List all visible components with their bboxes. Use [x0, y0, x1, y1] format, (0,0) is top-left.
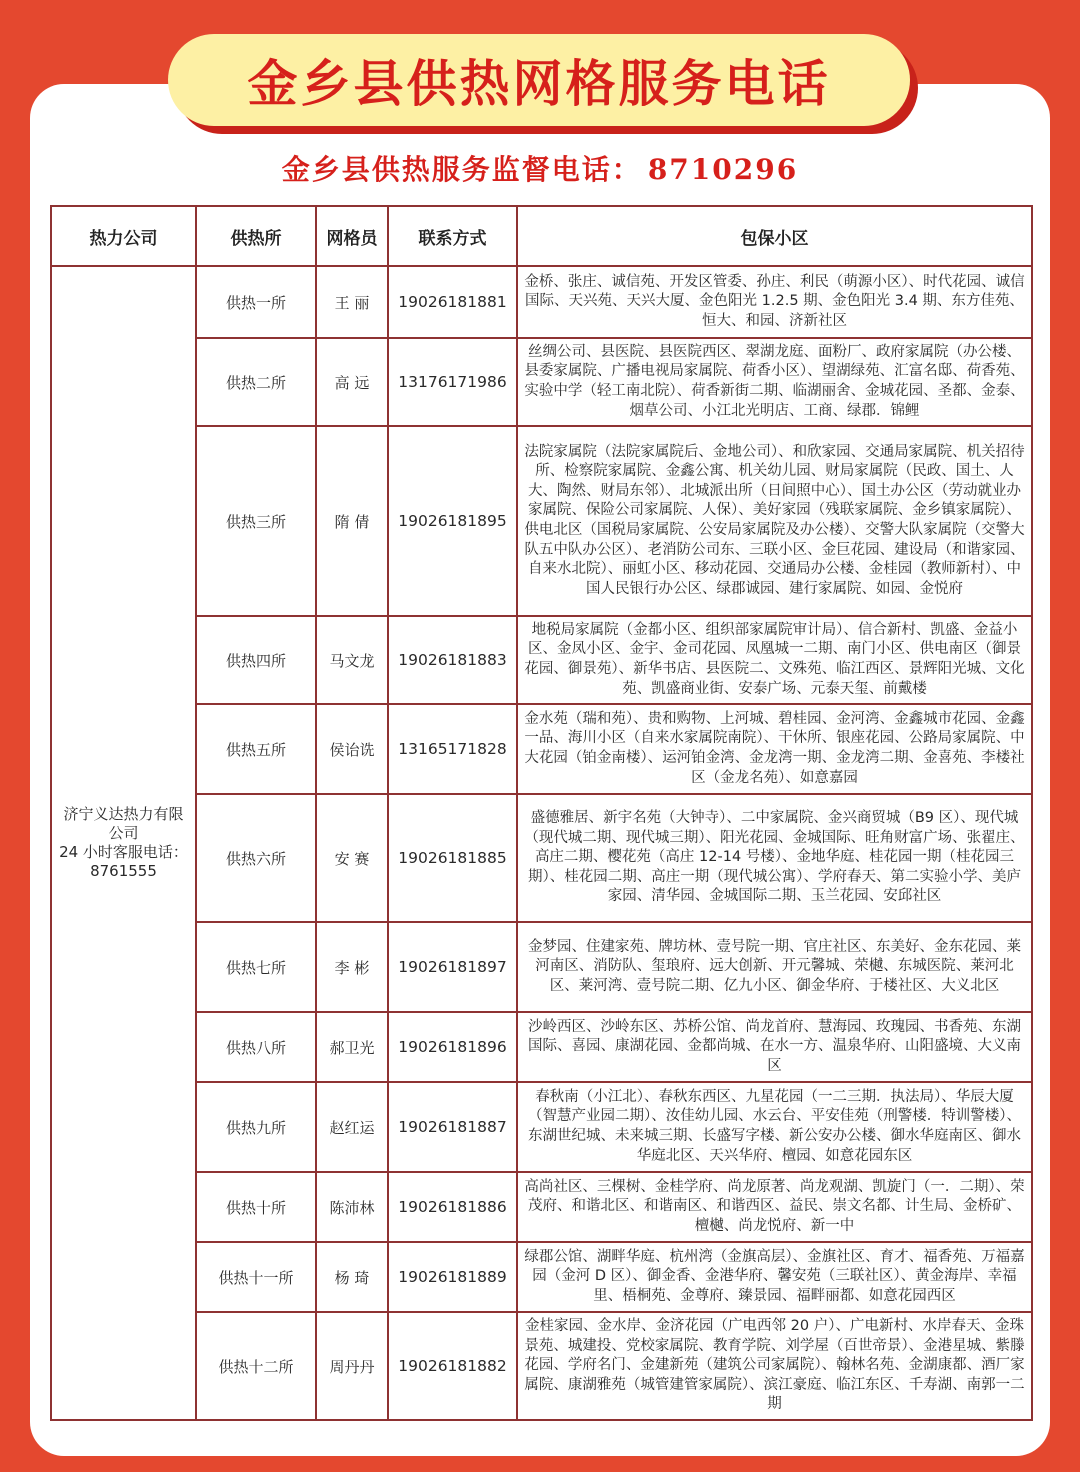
station-cell: 供热六所 [196, 794, 316, 922]
column-header-areas: 包保小区 [517, 206, 1032, 266]
areas-cell: 沙岭西区、沙岭东区、苏桥公馆、尚龙首府、慧海园、玫瑰园、书香苑、东湖国际、喜园、康湖花园、金都尚城、在水一方、温泉华府、山阳盛境、大义南区 [517, 1012, 1032, 1082]
phone-cell: 19026181886 [388, 1172, 517, 1242]
areas-cell: 金水苑（瑞和苑）、贵和购物、上河城、碧桂园、金河湾、金鑫城市花园、金鑫一品、海川小区（自来水家属院南院）、干休所、银座花园、公路局家属院、中大花园（铂金南楼）、运河铂金湾、金龙湾一期、金龙湾二期、金喜苑、李楼社区（金龙名苑）、如意嘉园 [517, 704, 1032, 794]
areas-cell: 春秋南（小江北）、春秋东西区、九星花园（一二三期．执法局）、华辰大厦（智慧产业园二期）、汝佳幼儿园、水云台、平安佳苑（刑警楼．特训警楼）、东湖世纪城、未来城三期、长盛写字楼、新公安办公楼、御水华庭南区、御水华庭北区、天兴华府、檀园、如意花园东区 [517, 1082, 1032, 1172]
column-header-phone: 联系方式 [388, 206, 517, 266]
staff-cell: 赵红运 [316, 1082, 388, 1172]
station-cell: 供热十所 [196, 1172, 316, 1242]
table-row [51, 1172, 1032, 1242]
table-row [51, 616, 1032, 704]
table-row [51, 1242, 1032, 1312]
areas-cell: 金梦园、住建家苑、牌坊林、壹号院一期、官庄社区、东美好、金东花园、莱河南区、消防队、玺琅府、远大创新、开元馨城、荣樾、东城医院、莱河北区、莱河湾、壹号院二期、亿九小区、御金华府、于楼社区、大义北区 [517, 922, 1032, 1012]
areas-cell: 地税局家属院（金都小区、组织部家属院审计局）、信合新村、凯盛、金益小区、金凤小区、金宇、金司花园、凤凰城一二期、南门小区、供电南区（御景花园、御景苑）、新华书店、县医院二、文殊苑、临江西区、景辉阳光城、文化苑、凯盛商业街、安泰广场、元泰天玺、前戴楼 [517, 616, 1032, 704]
supervision-phone: 8710296 [647, 153, 799, 186]
staff-cell: 周丹丹 [316, 1312, 388, 1420]
phone-cell: 19026181895 [388, 426, 517, 616]
phone-cell: 19026181896 [388, 1012, 517, 1082]
service-hotline-label: 24 小时客服电话： [59, 843, 188, 861]
staff-cell: 王 丽 [316, 266, 388, 338]
phone-cell: 13165171828 [388, 704, 517, 794]
table-row [51, 922, 1032, 1012]
phone-cell: 19026181885 [388, 794, 517, 922]
table-row [51, 338, 1032, 426]
page-title: 金乡县供热网格服务电话 [247, 54, 831, 113]
phone-cell: 19026181881 [388, 266, 517, 338]
company-cell [51, 266, 196, 1420]
station-cell: 供热十一所 [196, 1242, 316, 1312]
staff-cell: 马文龙 [316, 616, 388, 704]
staff-cell: 隋 倩 [316, 426, 388, 616]
supervision-label: 金乡县供热服务监督电话： [281, 153, 642, 186]
company-name: 济宁义达热力有限 [63, 805, 184, 823]
areas-cell: 绿郡公馆、湖畔华庭、杭州湾（金旗高层）、金旗社区、育才、福香苑、万福嘉园（金河 D 区）、御金香、金港华府、馨安苑（三联社区）、黄金海岸、幸福里、梧桐苑、金尊府、臻景园、福畔丽都、如意花园西区 [517, 1242, 1032, 1312]
staff-cell: 杨 琦 [316, 1242, 388, 1312]
column-header-station: 供热所 [196, 206, 316, 266]
phone-cell: 19026181887 [388, 1082, 517, 1172]
table-row [51, 1312, 1032, 1420]
areas-cell: 丝绸公司、县医院、县医院西区、翠湖龙庭、面粉厂、政府家属院（办公楼、县委家属院、广播电视局家属院、荷香小区）、望湖绿苑、汇富名邸、荷香苑、实验中学（轻工南北院）、荷香新街二期、临湖丽舍、金城花园、圣都、金泰、烟草公司、小江北光明店、工商、绿郡．锦鲤 [517, 338, 1032, 426]
areas-cell: 金桥、张庄、诚信苑、开发区管委、孙庄、利民（萌源小区）、时代花园、诚信国际、天兴苑、天兴大厦、金色阳光 1.2.5 期、金色阳光 3.4 期、东方佳苑、恒大、和园、济新社区 [517, 266, 1032, 338]
title-banner [168, 34, 910, 126]
staff-cell: 高 远 [316, 338, 388, 426]
phone-cell: 19026181882 [388, 1312, 517, 1420]
staff-cell: 陈沛林 [316, 1172, 388, 1242]
station-cell: 供热三所 [196, 426, 316, 616]
station-cell: 供热四所 [196, 616, 316, 704]
table-row [51, 794, 1032, 922]
staff-cell: 郝卫光 [316, 1012, 388, 1082]
areas-cell: 盛德雅居、新宇名苑（大钟寺）、二中家属院、金兴商贸城（B9 区）、现代城（现代城二期、现代城三期）、阳光花园、金城国际、旺角财富广场、张翟庄、高庄二期、樱花苑（高庄 12-14 号楼）、金地华庭、桂花园一期（桂花园三期）、桂花园二期、高庄一期（现代城公寓）、学府春天、第二实验小学、美庐家园、清华园、金城国际二期、玉兰花园、安邱社区 [517, 794, 1032, 922]
service-hotline-number: 8761555 [90, 862, 157, 880]
table-row [51, 1012, 1032, 1082]
station-cell: 供热十二所 [196, 1312, 316, 1420]
service-table [50, 205, 1033, 1421]
phone-cell: 19026181889 [388, 1242, 517, 1312]
table-header-row [51, 206, 1032, 266]
phone-cell: 19026181897 [388, 922, 517, 1012]
station-cell: 供热五所 [196, 704, 316, 794]
areas-cell: 法院家属院（法院家属院后、金地公司）、和欣家园、交通局家属院、机关招待所、检察院家属院、金鑫公寓、机关幼儿园、财局家属院（民政、国土、人大、陶然、财局东邻）、北城派出所（日间照中心）、国土办公区（劳动就业办家属院、保险公司家属院、人保）、美好家园（残联家属院、金乡镇家属院）、供电北区（国税局家属院、公安局家属院及办公楼）、交警大队家属院（交警大队五中队办公区）、老消防公司东、三联小区、金巨花园、建设局（和谐家园、自来水北院）、丽虹小区、移动花园、交通局办公楼、金桂园（教师新村）、中国人民银行办公区、绿郡诚园、建行家属院、如园、金悦府 [517, 426, 1032, 616]
station-cell: 供热一所 [196, 266, 316, 338]
station-cell: 供热二所 [196, 338, 316, 426]
phone-cell: 13176171986 [388, 338, 517, 426]
company-name-cont: 公司 [108, 824, 139, 842]
table-row [51, 266, 1032, 338]
station-cell: 供热八所 [196, 1012, 316, 1082]
staff-cell: 安 赛 [316, 794, 388, 922]
staff-cell: 侯诒诜 [316, 704, 388, 794]
supervision-hotline [0, 148, 1080, 192]
table-row [51, 1082, 1032, 1172]
station-cell: 供热九所 [196, 1082, 316, 1172]
phone-cell: 19026181883 [388, 616, 517, 704]
column-header-staff: 网格员 [316, 206, 388, 266]
table-row [51, 426, 1032, 616]
areas-cell: 高尚社区、三棵树、金桂学府、尚龙原著、尚龙观湖、凯旋门（一．二期）、荣茂府、和谐北区、和谐南区、和谐西区、益民、崇文名都、计生局、金桥矿、檀樾、尚龙悦府、新一中 [517, 1172, 1032, 1242]
column-header-company: 热力公司 [51, 206, 196, 266]
areas-cell: 金桂家园、金水岸、金济花园（广电西邻 20 户）、广电新村、水岸春天、金珠景苑、城建投、党校家属院、教育学院、刘学屋（百世帝景）、金港星城、紫滕花园、学府名门、金建新苑（建筑公司家属院）、翰林名苑、金湖康都、酒厂家属院、康湖雅苑（城管建管家属院）、滨江豪庭、临江东区、千寿湖、南郭一二期 [517, 1312, 1032, 1420]
station-cell: 供热七所 [196, 922, 316, 1012]
staff-cell: 李 彬 [316, 922, 388, 1012]
table-row [51, 704, 1032, 794]
